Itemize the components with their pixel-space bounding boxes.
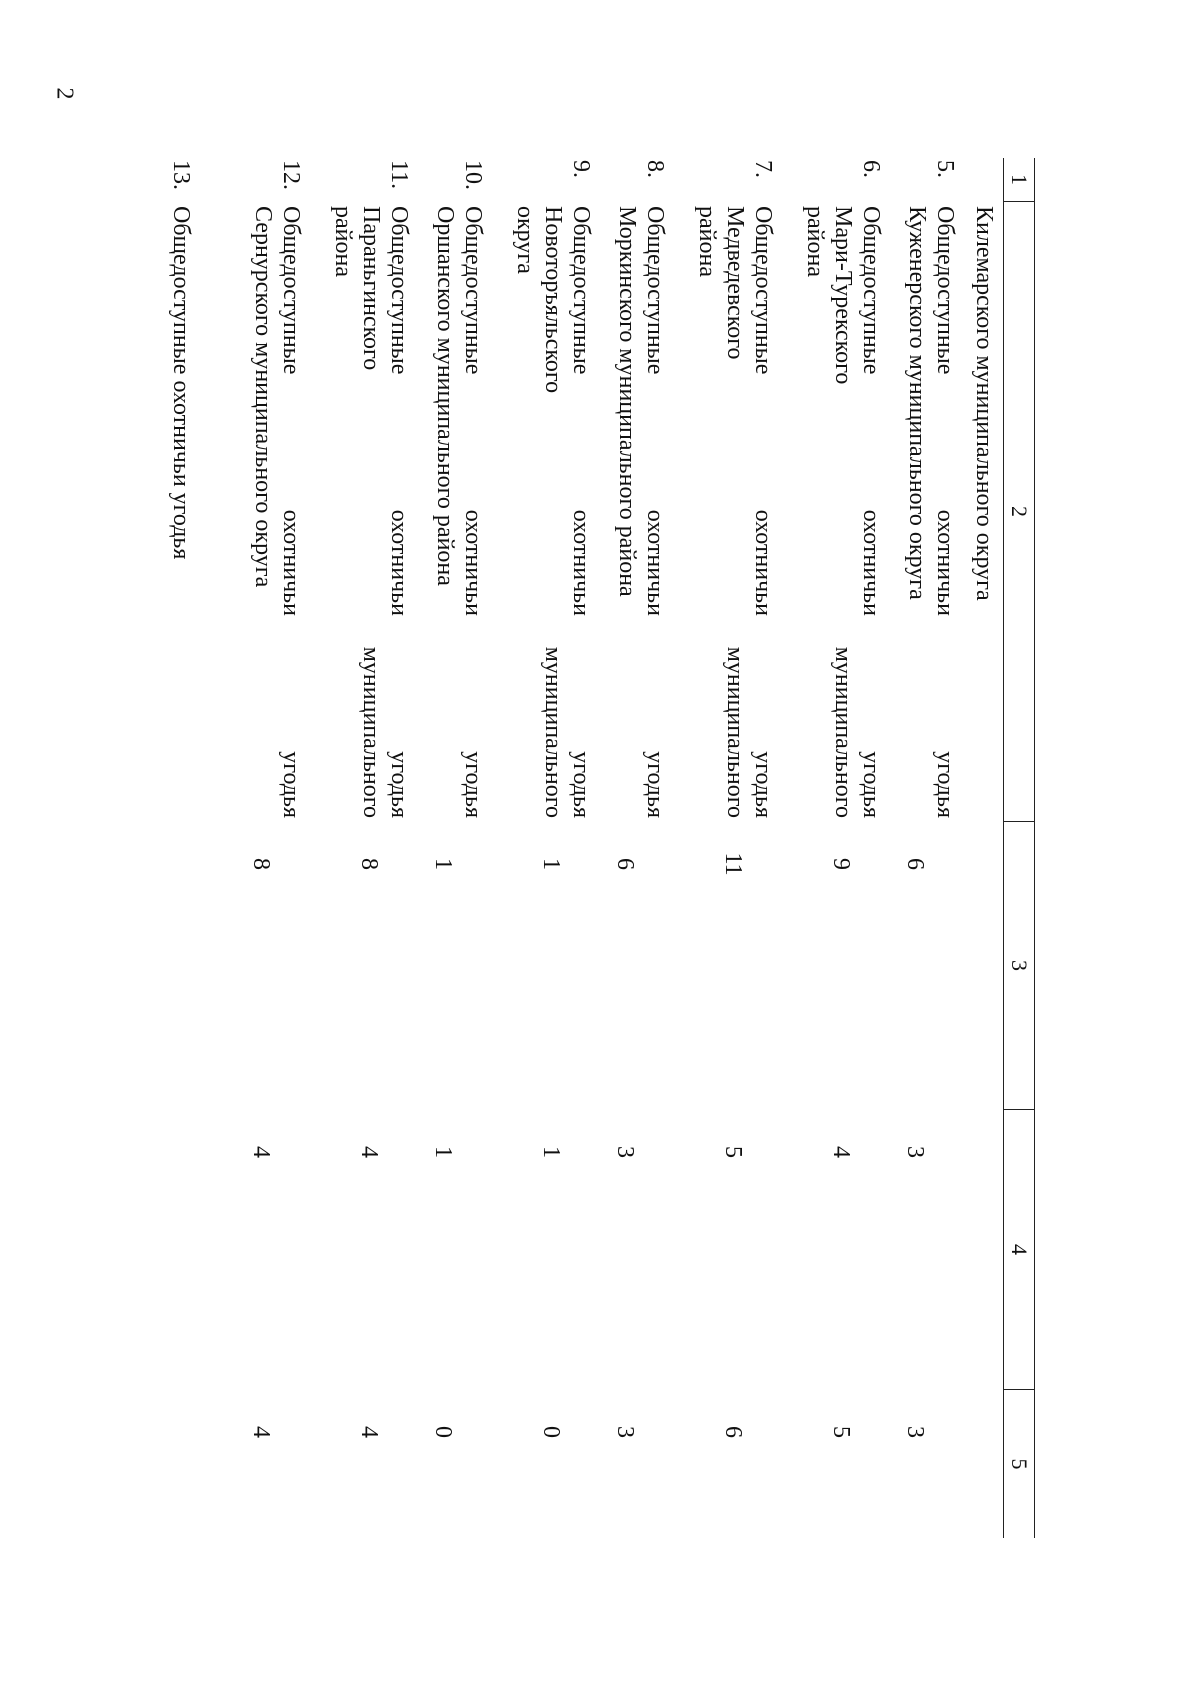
header-col-3: 3 (1004, 822, 1034, 1110)
row-number: 8. (642, 160, 668, 178)
value-col-3: 8 (356, 858, 382, 870)
value-col-4: 1 (430, 1146, 456, 1158)
row-number: 6. (858, 160, 884, 178)
table-row (119, 158, 199, 1538)
value-col-4: 4 (356, 1146, 382, 1158)
data-table (119, 158, 1035, 1538)
value-col-4: 5 (720, 1146, 746, 1158)
header-col-1: 1 (1004, 158, 1034, 202)
table-body (119, 158, 963, 1538)
value-col-4: 4 (248, 1146, 274, 1158)
value-col-3: 9 (828, 858, 854, 870)
row-number: 5. (932, 160, 958, 178)
table-row (309, 158, 417, 1538)
value-col-5: 5 (828, 1426, 854, 1438)
value-col-4: 4 (828, 1146, 854, 1158)
row-name: Общедоступные охотничьи угодья (168, 206, 194, 560)
continuation-row (963, 158, 1003, 1538)
value-col-5: 6 (720, 1426, 746, 1438)
value-col-5: 4 (248, 1426, 274, 1438)
table-row (889, 158, 963, 1538)
header-col-5: 5 (1007, 1458, 1032, 1470)
table-row (599, 158, 673, 1538)
table-row (417, 158, 491, 1538)
value-col-4: 3 (902, 1146, 928, 1158)
row-number: 10. (460, 160, 486, 190)
row-name: Общедоступные охотничьи угодья Сернурского муниципального округа (250, 206, 304, 818)
row-name: Общедоступные охотничьи угодья Мари-Турекского муниципального района (802, 206, 884, 818)
value-col-5: 3 (902, 1426, 928, 1438)
value-col-3: 1 (538, 858, 564, 870)
page-number: 2 (51, 87, 78, 100)
value-col-3: 6 (612, 858, 638, 870)
row-name: Общедоступные охотничьи угодья Оршанского муниципального района (432, 206, 486, 818)
header-col-2: 2 (1004, 202, 1034, 822)
value-col-5: 3 (612, 1426, 638, 1438)
table-row (673, 158, 781, 1538)
row-number: 12. (278, 160, 304, 190)
row-name: Общедоступные охотничьи угодья Куженерского муниципального округа (904, 206, 958, 818)
row-name: Общедоступные охотничьи угодья Медведевского муниципального района (694, 206, 776, 818)
table-header (1003, 158, 1035, 1538)
table-row (199, 158, 309, 1538)
value-col-4: 3 (612, 1146, 638, 1158)
value-col-3: 6 (902, 858, 928, 870)
table-row (491, 158, 599, 1538)
value-col-3: 8 (248, 858, 274, 870)
row-name: Общедоступные охотничьи угодья Параньгинского муниципального района (330, 206, 412, 818)
row-number: 9. (568, 160, 594, 178)
value-col-3: 11 (720, 852, 746, 876)
continuation-text: Килемарского муниципального округа (971, 206, 997, 601)
value-col-5: 0 (430, 1426, 456, 1438)
table-row (781, 158, 889, 1538)
row-number: 11. (386, 160, 412, 190)
row-number: 7. (750, 160, 776, 178)
value-col-5: 4 (356, 1426, 382, 1438)
value-col-3: 1 (430, 858, 456, 870)
row-name: Общедоступные охотничьи угодья Моркинского муниципального района (614, 206, 668, 818)
value-col-4: 1 (538, 1146, 564, 1158)
row-number: 13. (168, 160, 194, 190)
row-name: Общедоступные охотничьи угодья Новоторъяльского муниципального округа (512, 206, 594, 818)
header-col-4: 4 (1004, 1110, 1034, 1390)
value-col-5: 0 (538, 1426, 564, 1438)
